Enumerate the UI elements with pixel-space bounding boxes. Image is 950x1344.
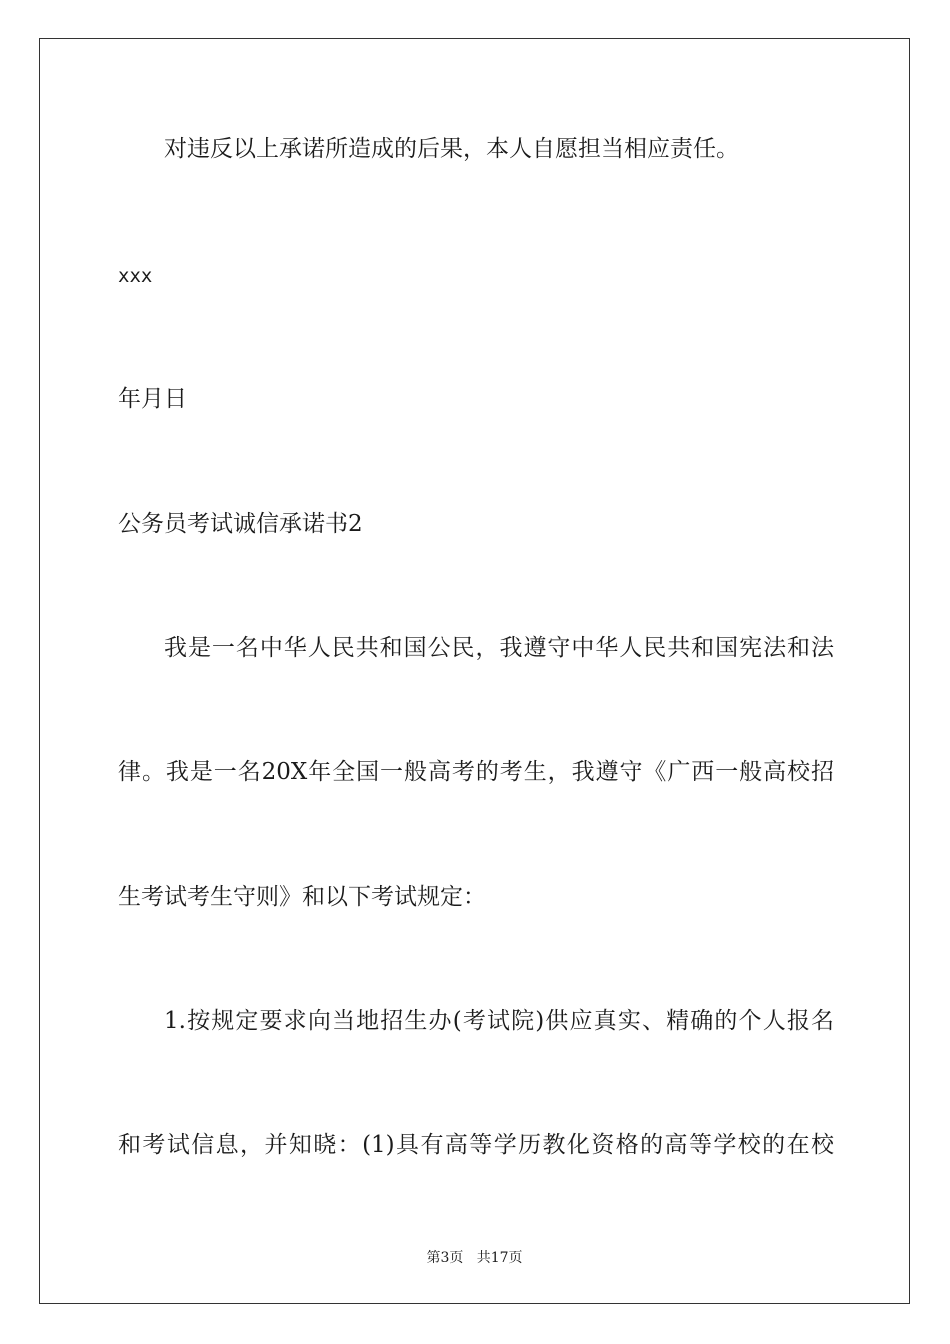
paragraph-line: 生考试考生守则》和以下考试规定：	[118, 884, 486, 910]
paragraph-line: 1.按规定要求向当地招生办(考试院)供应真实、精确的个人报名	[164, 1008, 834, 1034]
page-footer: 第3页 共17页	[426, 1250, 523, 1266]
paragraph-line: 对违反以上承诺所造成的后果，本人自愿担当相应责任。	[164, 136, 739, 162]
section-title: 公务员考试诚信承诺书2	[118, 511, 363, 537]
paragraph-line: 我是一名中华人民共和国公民，我遵守中华人民共和国宪法和法	[164, 635, 834, 661]
date-line: 年月日	[118, 386, 187, 412]
paragraph-line: 和考试信息，并知晓：(1)具有高等学历教化资格的高等学校的在校	[118, 1132, 834, 1158]
signature-name: xxx	[118, 265, 153, 287]
paragraph-line: 律。我是一名20X年全国一般高考的考生，我遵守《广西一般高校招	[118, 759, 834, 785]
document-page	[39, 38, 910, 1304]
